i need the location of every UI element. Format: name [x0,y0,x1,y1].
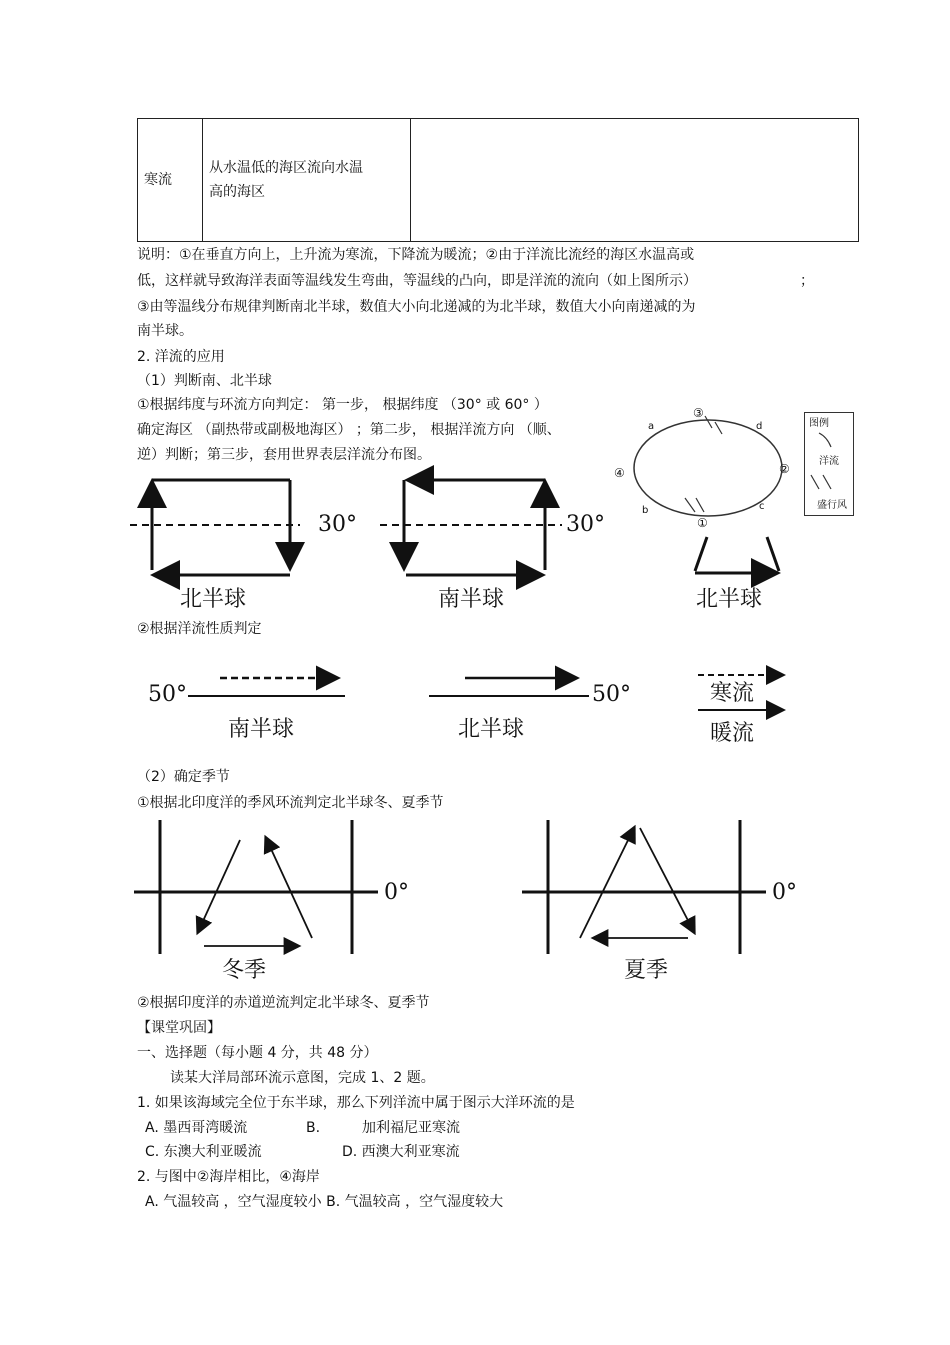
fig2-left-caption: 南半球 [228,717,295,742]
fig2-left-lines [180,670,350,706]
fig2-legend-warm: 暖流 [710,721,755,746]
sub2-label: ②根据洋流性质判定 [137,621,262,637]
fig2-mid-caption: 北半球 [458,717,525,742]
current-table [137,118,859,242]
fig1-mid-caption: 南半球 [438,587,505,612]
fig1-mid-lat: 30° [566,512,605,537]
section-p1: ①根据纬度与环流方向判定： 第一步， 根据纬度 （30° 或 60° ） [137,397,548,413]
fig2-legend-cold: 寒流 [710,681,755,706]
table-desc-line2: 高的海区 [209,184,265,200]
fig2-legend-warm-arrow [696,703,790,717]
fig1-right-arrows [685,535,785,580]
after-p2: ②根据印度洋的赤道逆流判定北半球冬、夏季节 [137,995,430,1011]
q1-option-a: A. 墨西哥湾暖流 [145,1120,248,1136]
fig3-left-eq: 0° [384,880,409,905]
question-1: 1. 如果该海域完全位于东半球，那么下列洋流中属于图示大洋环流的是 [137,1095,575,1111]
fig3-left-caption: 冬季 [222,958,267,983]
fig3-right-caption: 夏季 [624,958,669,983]
q1-option-b: B. [306,1120,321,1136]
season-heading: （2）确定季节 [137,769,230,785]
gyre-legend [804,412,854,516]
gyre-label-2: ② [779,462,790,476]
table-row-desc [203,119,411,242]
fig2-left-lat: 50° [148,682,187,707]
table-row-label: 寒流 [138,119,203,242]
gyre-label-1: ① [697,516,708,530]
note-line3: ③由等温线分布规律判断南北半球，数值大小向北递减的为北半球，数值大小向南递减的为 [137,299,696,315]
gyre-letter-d: d [756,421,763,432]
fig2-mid-lat: 50° [592,682,631,707]
fig3-right-eq: 0° [772,880,797,905]
table-desc-line1: 从水温低的海区流向水温 [209,160,363,176]
section-heading: 2. 洋流的应用 [137,349,225,365]
legend-current: 洋流 [819,456,839,467]
q2-options-ab: A. 气温较高 ，空气湿度较小 B. 气温较高 ，空气湿度较大 [145,1194,504,1210]
gyre-letter-b: b [642,505,649,516]
table-row-extra [411,119,859,242]
read-instruction: 读某大洋局部环流示意图，完成 1、2 题。 [170,1070,435,1086]
fig2-mid-lines [425,670,595,706]
note-line4: 南半球。 [137,323,193,339]
fig1-right-caption: 北半球 [696,587,763,612]
legend-wind-icon [809,473,839,493]
section-p3: 逆）判断；第三步，套用世界表层洋流分布图。 [137,447,431,463]
fig1-left-caption: 北半球 [180,587,247,612]
legend-wind: 盛行风 [817,500,847,511]
gyre-letter-c: c [759,501,765,512]
legend-current-icon [817,431,837,451]
note-line2-end: ； [800,273,814,289]
gyre-letter-a: a [648,421,655,432]
consolidate-heading: 【课堂巩固】 [137,1020,221,1036]
q1-option-c: C. 东澳大利亚暖流 [145,1144,262,1160]
question-2: 2. 与图中②海岸相比，④海岸 [137,1169,320,1185]
note-line1: 说明：①在垂直方向上，上升流为寒流，下降流为暖流；②由于洋流比流经的海区水温高或 [137,247,695,263]
note-line2: 低，这样就导致海洋表面等温线发生弯曲，等温线的凸向，即是洋流的流向（如上图所示） [137,273,697,289]
section-sub1: （1）判断南、北半球 [137,373,272,389]
fig3-winter [130,820,390,960]
q1-option-b-text: 加利福尼亚寒流 [362,1120,460,1136]
legend-title: 图例 [809,418,829,429]
section-p2: 确定海区 （副热带或副极地海区） ；第二步， 根据洋流方向 （顺、 [137,422,561,438]
gyre-label-4: ④ [614,466,625,480]
gyre-label-3: ③ [693,406,704,420]
question-header: 一、选择题（每小题 4 分，共 48 分） [137,1045,378,1061]
fig1-left-lat: 30° [318,512,357,537]
fig3-summer [518,820,778,960]
season-p1: ①根据北印度洋的季风环流判定北半球冬、夏季节 [137,795,444,811]
q1-option-d: D. 西澳大利亚寒流 [342,1144,460,1160]
